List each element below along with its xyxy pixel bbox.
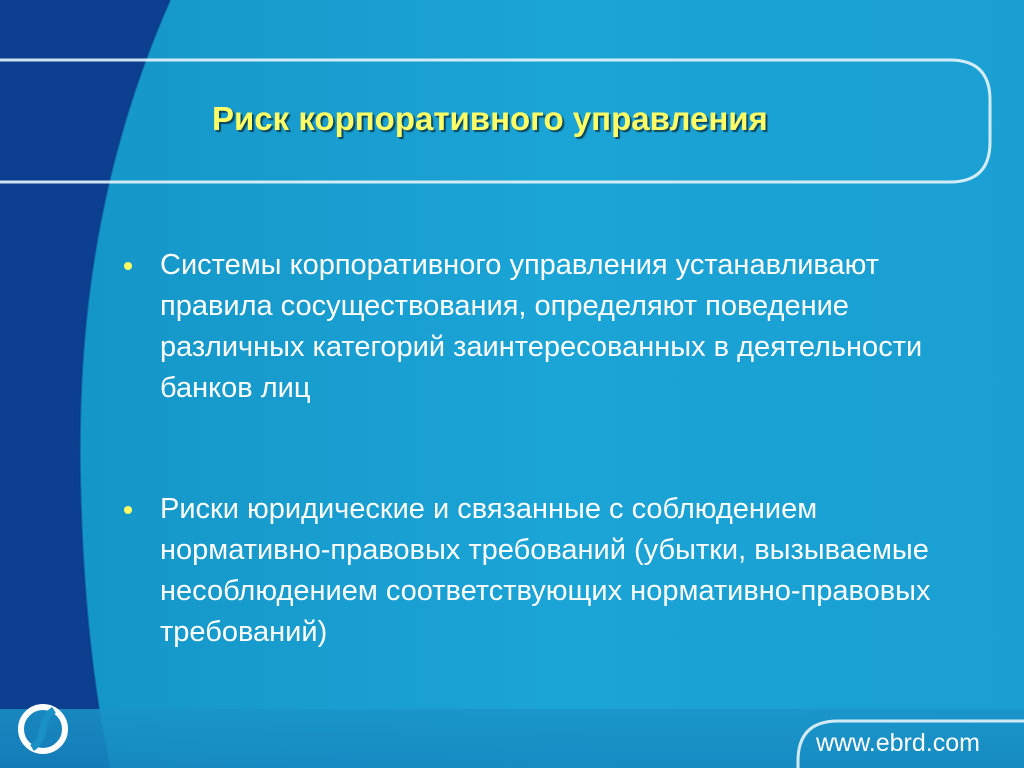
bullet-dot-icon — [124, 262, 132, 270]
ebrd-logo-icon — [18, 704, 68, 754]
footer-url[interactable]: www.ebrd.com — [816, 729, 980, 757]
bullet-text-2: Риски юридические и связанные с соблюдением нормативно-правовых требований (убытки, вызываемые несоблюдением соответствующих нормативно-правовых требований) — [160, 493, 931, 648]
bullet-item-2 — [120, 489, 940, 653]
bullet-text-1: Системы корпоративного управления устанавливают правила сосуществования, определяют поведение различных категорий заинтересованных в деятельности банков лиц — [160, 249, 923, 404]
bullet-item-1 — [120, 245, 940, 409]
bullet-list — [120, 245, 940, 733]
bullet-dot-icon — [124, 506, 132, 514]
slide-title: Риск корпоративного управления — [212, 100, 768, 137]
